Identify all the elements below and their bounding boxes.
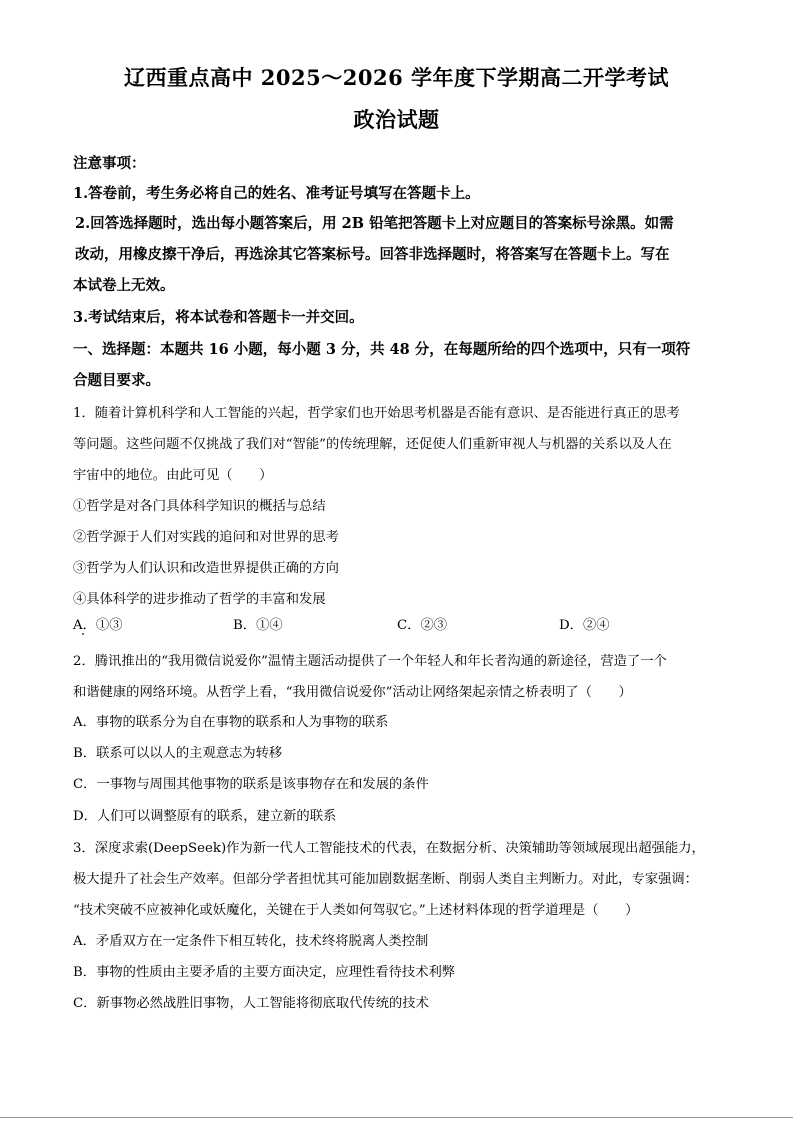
q2-stem: 和谐健康的网络环境。从哲学上看，“我用微信说爱你”活动让网络架起亲情之桥表明了（ ） [73,685,632,700]
exam-subject-title: 政治试题 [353,107,440,132]
q1-stem: 1．随着计算机科学和人工智能的兴起，哲学家们也开始思考机器是否能有意识、是否能进行真正的思考 [73,406,680,421]
q2-option-b: B．联系可以以人的主观意志为转移 [73,746,283,761]
stray-mark [82,633,84,635]
q2-option-c: C．一事物与周围其他事物的联系是该事物存在和发展的条件 [73,777,429,792]
notice-line: 1.答卷前，考生务必将自己的姓名、准考证号填写在答题卡上。 [73,185,480,202]
q1-option-d: D．②④ [559,618,610,633]
notice-line: 3.考试结束后，将本试卷和答题卡一并交回。 [73,309,364,326]
q3-stem: 极大提升了社会生产效率。但部分学者担忧其可能加剧数据垄断、削弱人类自主判断力。对此，专家强调： [73,872,698,887]
q3-stem: “技术突破不应被神化或妖魔化，关键在于人类如何驾驭它。”上述材料体现的哲学道理是（ ） [73,903,639,918]
q3-stem: 3．深度求索(DeepSeek)作为新一代人工智能技术的代表，在数据分析、决策辅助等领域展现出超强能力， [73,841,705,856]
q1-item: ②哲学源于人们对实践的追问和对世界的思考 [73,530,339,545]
q1-options [73,614,733,634]
notice-line: 2.回答选择题时，选出每小题答案后，用 2B 铅笔把答题卡上对应题目的答案标号涂黑。如需 [75,215,674,232]
exam-title: 辽西重点高中 2025～2026 学年度下学期高二开学考试 [123,65,669,90]
q2-stem: 2．腾讯推出的“我用微信说爱你”温情主题活动提供了一个年轻人和年长者沟通的新途径，营造了一个 [73,654,667,669]
q2-option-a: A．事物的联系分为自在事物的联系和人为事物的联系 [73,715,389,730]
q3-option-b: B．事物的性质由主要矛盾的主要方面决定，应理性看待技术利弊 [73,965,456,980]
q1-option-b: B．①④ [233,618,283,633]
q2-option-d: D．人们可以调整原有的联系，建立新的联系 [73,809,337,824]
q3-option-c: C．新事物必然战胜旧事物，人工智能将彻底取代传统的技术 [73,996,429,1011]
q3-option-a: A．矛盾双方在一定条件下相互转化，技术终将脱离人类控制 [73,934,429,949]
q1-item: ①哲学是对各门具体科学知识的概括与总结 [73,499,326,514]
q1-stem: 等问题。这些问题不仅挑战了我们对“智能”的传统理解，还促使人们重新审视人与机器的关系以及人在 [73,437,672,452]
q1-item: ④具体科学的进步推动了哲学的丰富和发展 [73,592,326,607]
q1-stem: 宇宙中的地位。由此可见（ ） [73,468,273,483]
q1-item: ③哲学为人们认识和改造世界提供正确的方向 [73,561,339,576]
notice-line: 改动，用橡皮擦干净后，再选涂其它答案标号。回答非选择题时，将答案写在答题卡上。写在 [75,246,670,263]
notice-line: 本试卷上无效。 [73,277,175,294]
page-bottom-rule [0,1117,793,1118]
q1-option-c: C．②③ [397,618,448,633]
section-heading: 一、选择题：本题共 16 小题，每小题 3 分，共 48 分，在每题所给的四个选项中，只有一项符 [73,341,691,358]
section-heading-cont: 合题目要求。 [73,372,160,389]
notice-heading: 注意事项： [73,155,146,172]
q1-option-a: A．①③ [73,618,123,633]
